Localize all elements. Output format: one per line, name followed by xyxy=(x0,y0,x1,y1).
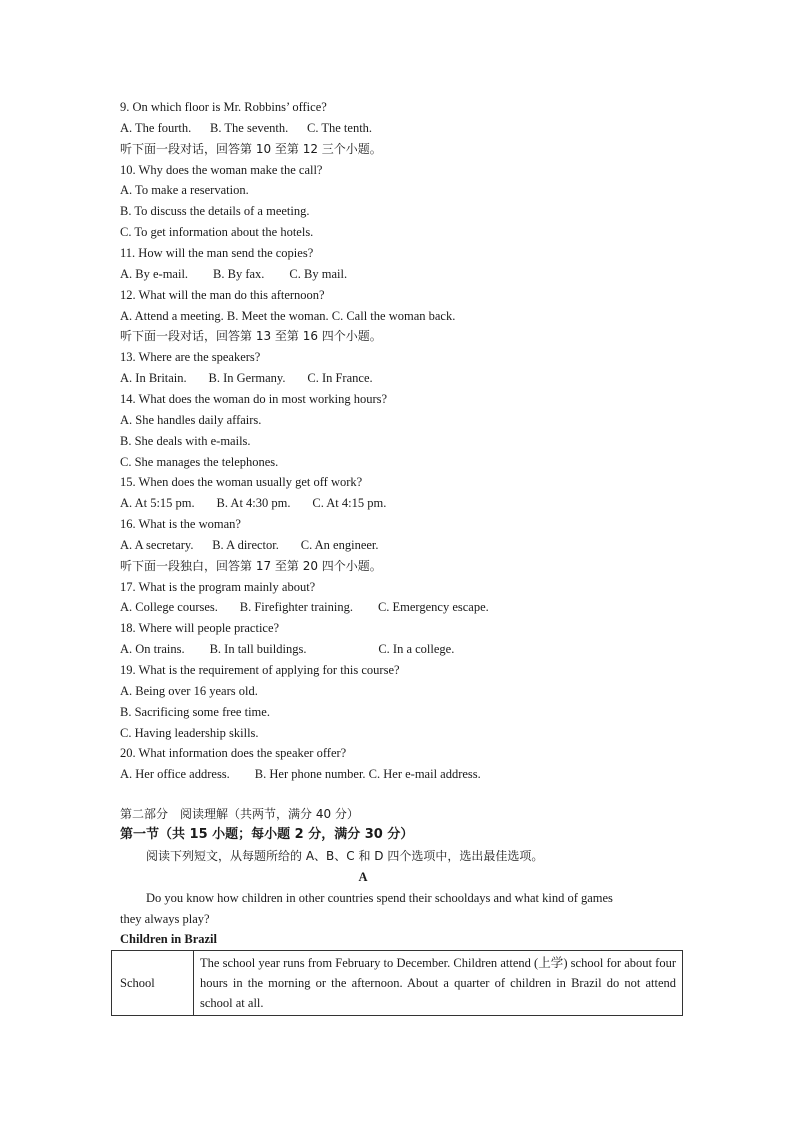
table-row-label: School xyxy=(112,951,194,1016)
question-text: 19. What is the requirement of applying for this course? xyxy=(120,663,400,677)
answer-options: C. Having leadership skills. xyxy=(120,725,259,740)
answer-options: C. She manages the telephones. xyxy=(120,454,279,469)
table-title: Children in Brazil xyxy=(120,932,218,946)
answer-options: A. Her office address. B. Her phone number. C. Her e-mail address. xyxy=(120,767,481,782)
section-instruction: 听下面一段独白，回答第 17 至第 20 四个小题。 xyxy=(120,558,382,573)
section-instruction: 听下面一段对话，回答第 13 至第 16 四个小题。 xyxy=(120,329,382,344)
answer-options: A. Being over 16 years old. xyxy=(120,683,258,698)
answer-options: B. She deals with e-mails. xyxy=(120,433,251,448)
question-text: 10. Why does the woman make the call? xyxy=(120,162,323,177)
answer-options: A. Attend a meeting. B. Meet the woman. C. Call the woman back. xyxy=(120,308,456,323)
answer-options: A. In Britain. B. In Germany. C. In France. xyxy=(120,371,373,386)
question-text: 14. What does the woman do in most working hours? xyxy=(120,391,388,406)
answer-options: B. To discuss the details of a meeting. xyxy=(120,204,310,219)
passage-letter: A xyxy=(358,870,368,884)
reading-instruction: 阅读下列短文，从每题所给的 A、B、C 和 D 四个选项中，选出最佳选项。 xyxy=(146,849,544,863)
question-text: 15. When does the woman usually get off work? xyxy=(120,475,363,490)
table-row-text: The school year runs from February to December. Children attend (上学) school for about four hours in the morning or the afternoon. About a quarter of children in Brazil do not attend school at all. xyxy=(194,951,683,1016)
passage-intro-line-2: they always play? xyxy=(120,912,210,926)
question-text: 11. How will the man send the copies? xyxy=(120,246,314,260)
part-two-heading: 第二部分 阅读理解（共两节，满分 40 分） xyxy=(120,807,359,821)
question-text: 13. Where are the speakers? xyxy=(120,350,261,365)
passage-intro-line-1: Do you know how children in other countries spend their schooldays and what kind of games xyxy=(146,891,613,905)
answer-options: A. A secretary. B. A director. C. An engineer. xyxy=(120,537,379,552)
brazil-table xyxy=(111,950,683,1016)
answer-options: A. To make a reservation. xyxy=(120,183,249,198)
question-text: 20. What information does the speaker offer? xyxy=(120,746,347,761)
section-one-heading: 第一节（共 15 小题；每小题 2 分，满分 30 分） xyxy=(120,827,414,842)
answer-options: A. By e-mail. B. By fax. C. By mail. xyxy=(120,266,348,281)
answer-options: C. To get information about the hotels. xyxy=(120,225,314,240)
question-text: 16. What is the woman? xyxy=(120,517,241,531)
answer-options: A. On trains. B. In tall buildings. C. In a college. xyxy=(120,642,455,657)
section-instruction: 听下面一段对话，回答第 10 至第 12 三个小题。 xyxy=(120,141,382,156)
answer-options: A. She handles daily affairs. xyxy=(120,412,262,427)
question-text: 18. Where will people practice? xyxy=(120,621,280,636)
answer-options: A. College courses. B. Firefighter training. C. Emergency escape. xyxy=(120,600,489,615)
answer-options: A. The fourth. B. The seventh. C. The tenth. xyxy=(120,120,373,135)
answer-options: B. Sacrificing some free time. xyxy=(120,704,270,719)
answer-options: A. At 5:15 pm. B. At 4:30 pm. C. At 4:15 pm. xyxy=(120,496,387,511)
table-row xyxy=(112,951,683,1016)
question-text: 12. What will the man do this afternoon? xyxy=(120,287,325,302)
question-text: 9. On which floor is Mr. Robbins’ office? xyxy=(120,100,327,114)
question-text: 17. What is the program mainly about? xyxy=(120,579,316,594)
